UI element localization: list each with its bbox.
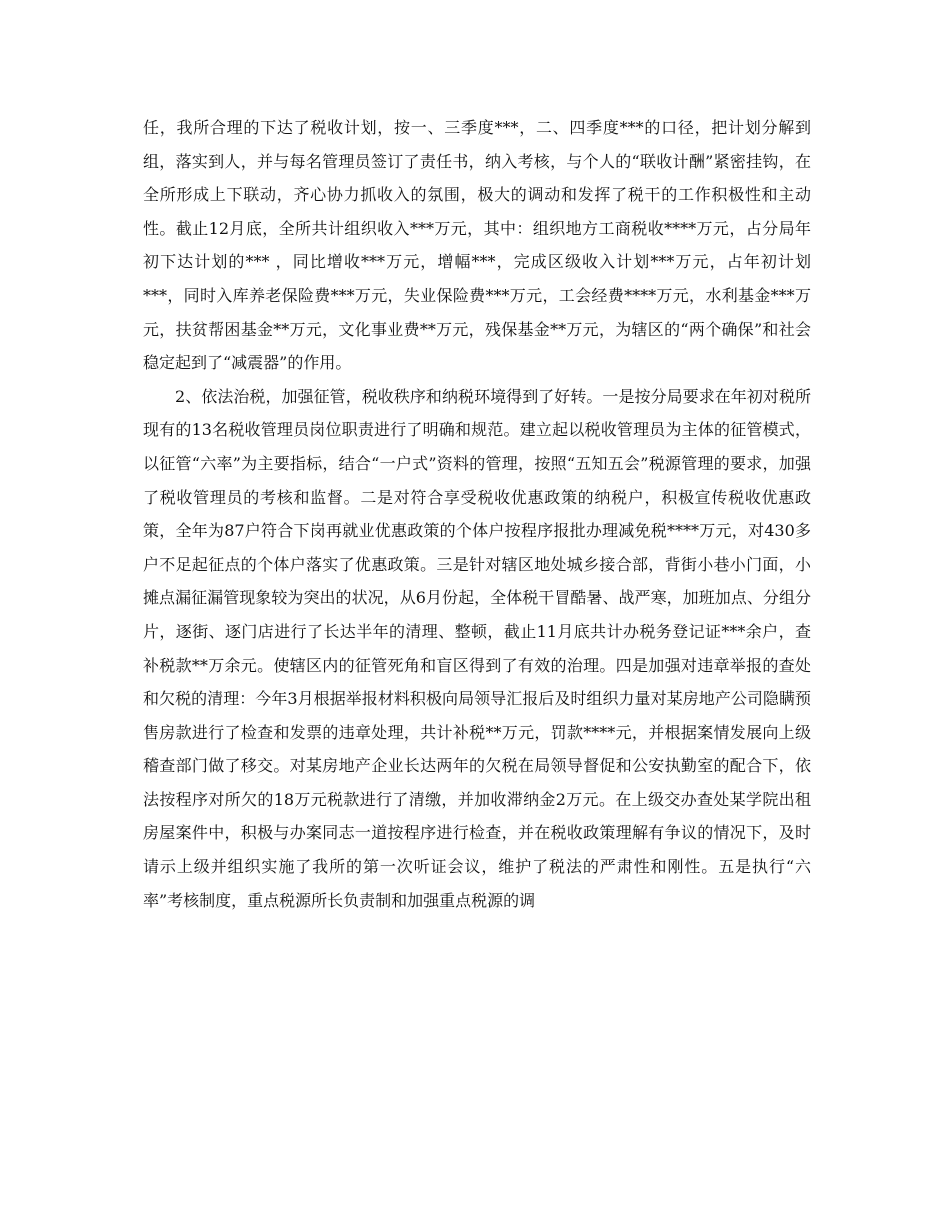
paragraph-tax-enforcement: 2、依法治税，加强征管，税收秩序和纳税环境得到了好转。一是按分局要求在年初对税所现有的13名税收管理员岗位职责进行了明确和规范。建立起以税收管理员为主体的征管模式，以征管“六率”为主要指标，结合“一户式”资料的管理，按照“五知五会”税源管理的要求，加强了税收管理员的考核和监督。二是对符合享受税收优惠政策的纳税户，积极宣传税收优惠政策，全年为87户符合下岗再就业优惠政策的个体户按程序报批办理减免税****万元，对430多户不足起征点的个体户落实了优惠政策。三是针对辖区地处城乡接合部，背街小巷小门面，小摊点漏征漏管现象较为突出的状况，从6月份起，全体税干冒酷暑、战严寒，加班加点、分组分片，逐街、逐门店进行了长达半年的清理、整顿，截止11月底共计办税务登记证***余户，查补税款**万余元。使辖区内的征管死角和盲区得到了有效的治理。四是加强对违章举报的查处和欠税的清理：今年3月根据举报材料积极向局领导汇报后及时组织力量对某房地产公司隐瞒预售房款进行了检查和发票的违章处理，共计补税**万元，罚款****元，并根据案情发展向上级稽查部门做了移交。对某房地产企业长达两年的欠税在局领导督促和公安执勤室的配合下，依法按程序对所欠的18万元税款进行了清缴，并加收滞纳金2万元。在上级交办查处某学院出租房屋案件中，积极与办案同志一道按程序进行检查，并在税收政策理解有争议的情况下，及时请示上级并组织实施了我所的第一次听证会议，维护了税法的严肃性和刚性。五是执行“六率”考核制度，重点税源所长负责制和加强重点税源的调 [143, 386, 811, 910]
paragraph-tax-revenue-summary: 任，我所合理的下达了税收计划，按一、三季度***，二、四季度***的口径，把计划分解到组，落实到人，并与每名管理员签订了责任书，纳入考核，与个人的“联收计酬”紧密挂钩，在全所形成上下联动，齐心协力抓收入的氛围，极大的调动和发挥了税干的工作积极性和主动性。截止12月底，全所共计组织收入***万元，其中：组织地方工商税收****万元，占分局年初下达计划的*** ，同比增收***万元，增幅***，完成区级收入计划***万元，占年初计划***，同时入库养老保险费***万元，失业保险费***万元，工会经费****万元，水利基金***万元，扶贫帮困基金**万元，文化事业费**万元，残保基金**万元，为辖区的“两个确保”和社会稳定起到了“减震器”的作用。 [143, 118, 811, 373]
document-body [143, 111, 811, 917]
